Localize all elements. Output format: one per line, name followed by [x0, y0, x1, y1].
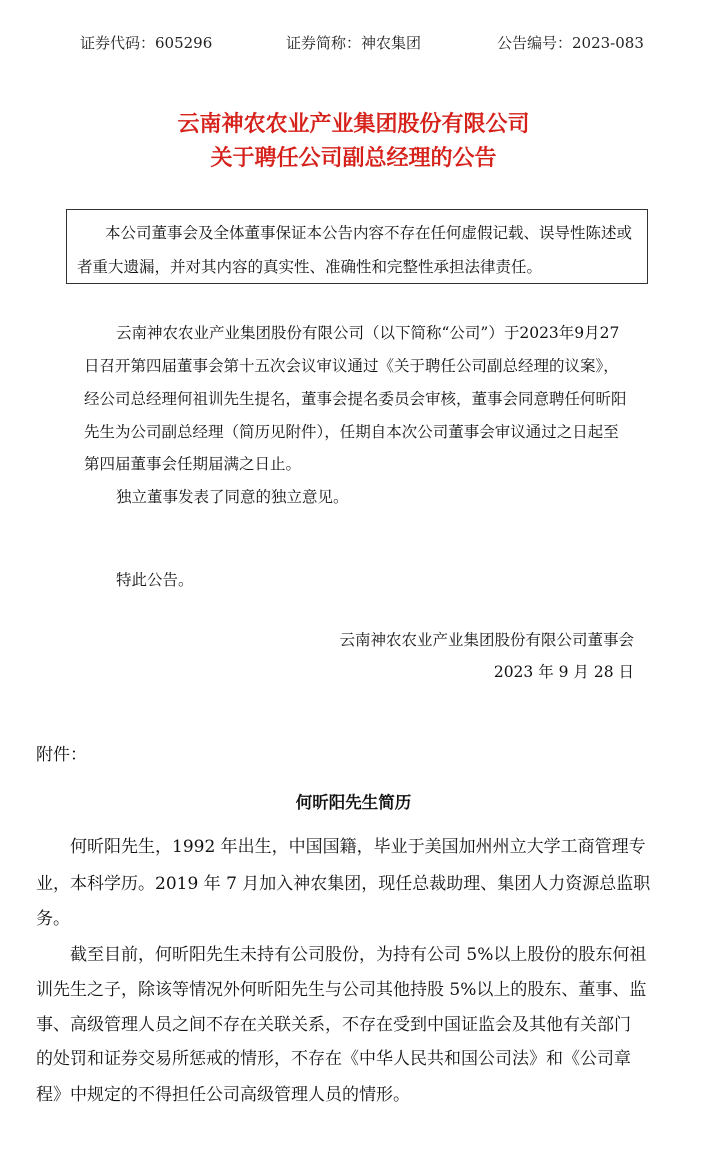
body-paragraph-1-line-1: 云南神农农业产业集团股份有限公司（以下简称“公司”）于2023年9月27 — [116, 324, 620, 342]
resume-paragraph-2-line-4: 的处罚和证券交易所惩戒的情形，不存在《中华人民共和国公司法》和《公司章 — [36, 1049, 631, 1069]
resume-paragraph-1-line-1: 何昕阳先生，1992 年出生，中国国籍，毕业于美国加州州立大学工商管理专 — [70, 837, 646, 857]
disclaimer-box — [66, 209, 648, 284]
resume-paragraph-1-line-3: 务。 — [36, 909, 70, 929]
resume-paragraph-2-line-5: 程》中规定的不得担任公司高级管理人员的情形。 — [36, 1085, 410, 1105]
body-paragraph-1-line-2: 日召开第四届董事会第十五次会议审议通过《关于聘任公司副总经理的议案》， — [84, 357, 619, 375]
resume-paragraph-2-line-1: 截至目前，何昕阳先生未持有公司股份，为持有公司 5%以上股份的股东何祖 — [70, 945, 647, 965]
closing-statement: 特此公告。 — [116, 571, 194, 589]
announcement-title — [0, 108, 707, 176]
disclaimer-line-2: 者重大遗漏，并对其内容的真实性、准确性和完整性承担法律责任。 — [77, 258, 543, 276]
resume-paragraph-1-line-2: 业，本科学历。2019 年 7 月加入神农集团，现任总裁助理、集团人力资源总监职 — [36, 874, 651, 894]
body-paragraph-1-line-4: 先生为公司副总经理（简历见附件），任期自本次公司董事会审议通过之日起至 — [84, 423, 619, 441]
signature-company: 云南神农农业产业集团股份有限公司董事会 — [339, 631, 634, 649]
stock-code: 证券代码：605296 — [80, 34, 213, 52]
resume-title: 何昕阳先生简历 — [295, 793, 412, 812]
attachment-label: 附件： — [36, 745, 87, 765]
disclaimer-line-1: 本公司董事会及全体董事保证本公告内容不存在任何虚假记载、误导性陈述或 — [105, 224, 633, 242]
resume-paragraph-2-line-2: 训先生之子，除该等情况外何昕阳先生与公司其他持股 5%以上的股东、董事、监 — [36, 980, 647, 1000]
stock-short-name: 证券简称：神农集团 — [286, 34, 422, 52]
body-paragraph-1-line-5: 第四届董事会任期届满之日止。 — [84, 455, 302, 473]
title-line-1: 云南神农农业产业集团股份有限公司 — [177, 112, 530, 137]
title-line-2: 关于聘任公司副总经理的公告 — [210, 146, 497, 171]
announcement-number: 公告编号：2023-083 — [497, 34, 644, 52]
announcement-header — [0, 32, 707, 58]
resume-paragraph-2-line-3: 事、高级管理人员之间不存在关联关系，不存在受到中国证监会及其他有关部门 — [36, 1015, 631, 1035]
signature-date: 2023 年 9 月 28 日 — [493, 663, 634, 681]
body-paragraph-1-line-3: 经公司总经理何祖训先生提名，董事会提名委员会审核，董事会同意聘任何昕阳 — [84, 390, 627, 408]
body-paragraph-2: 独立董事发表了同意的独立意见。 — [116, 488, 349, 506]
